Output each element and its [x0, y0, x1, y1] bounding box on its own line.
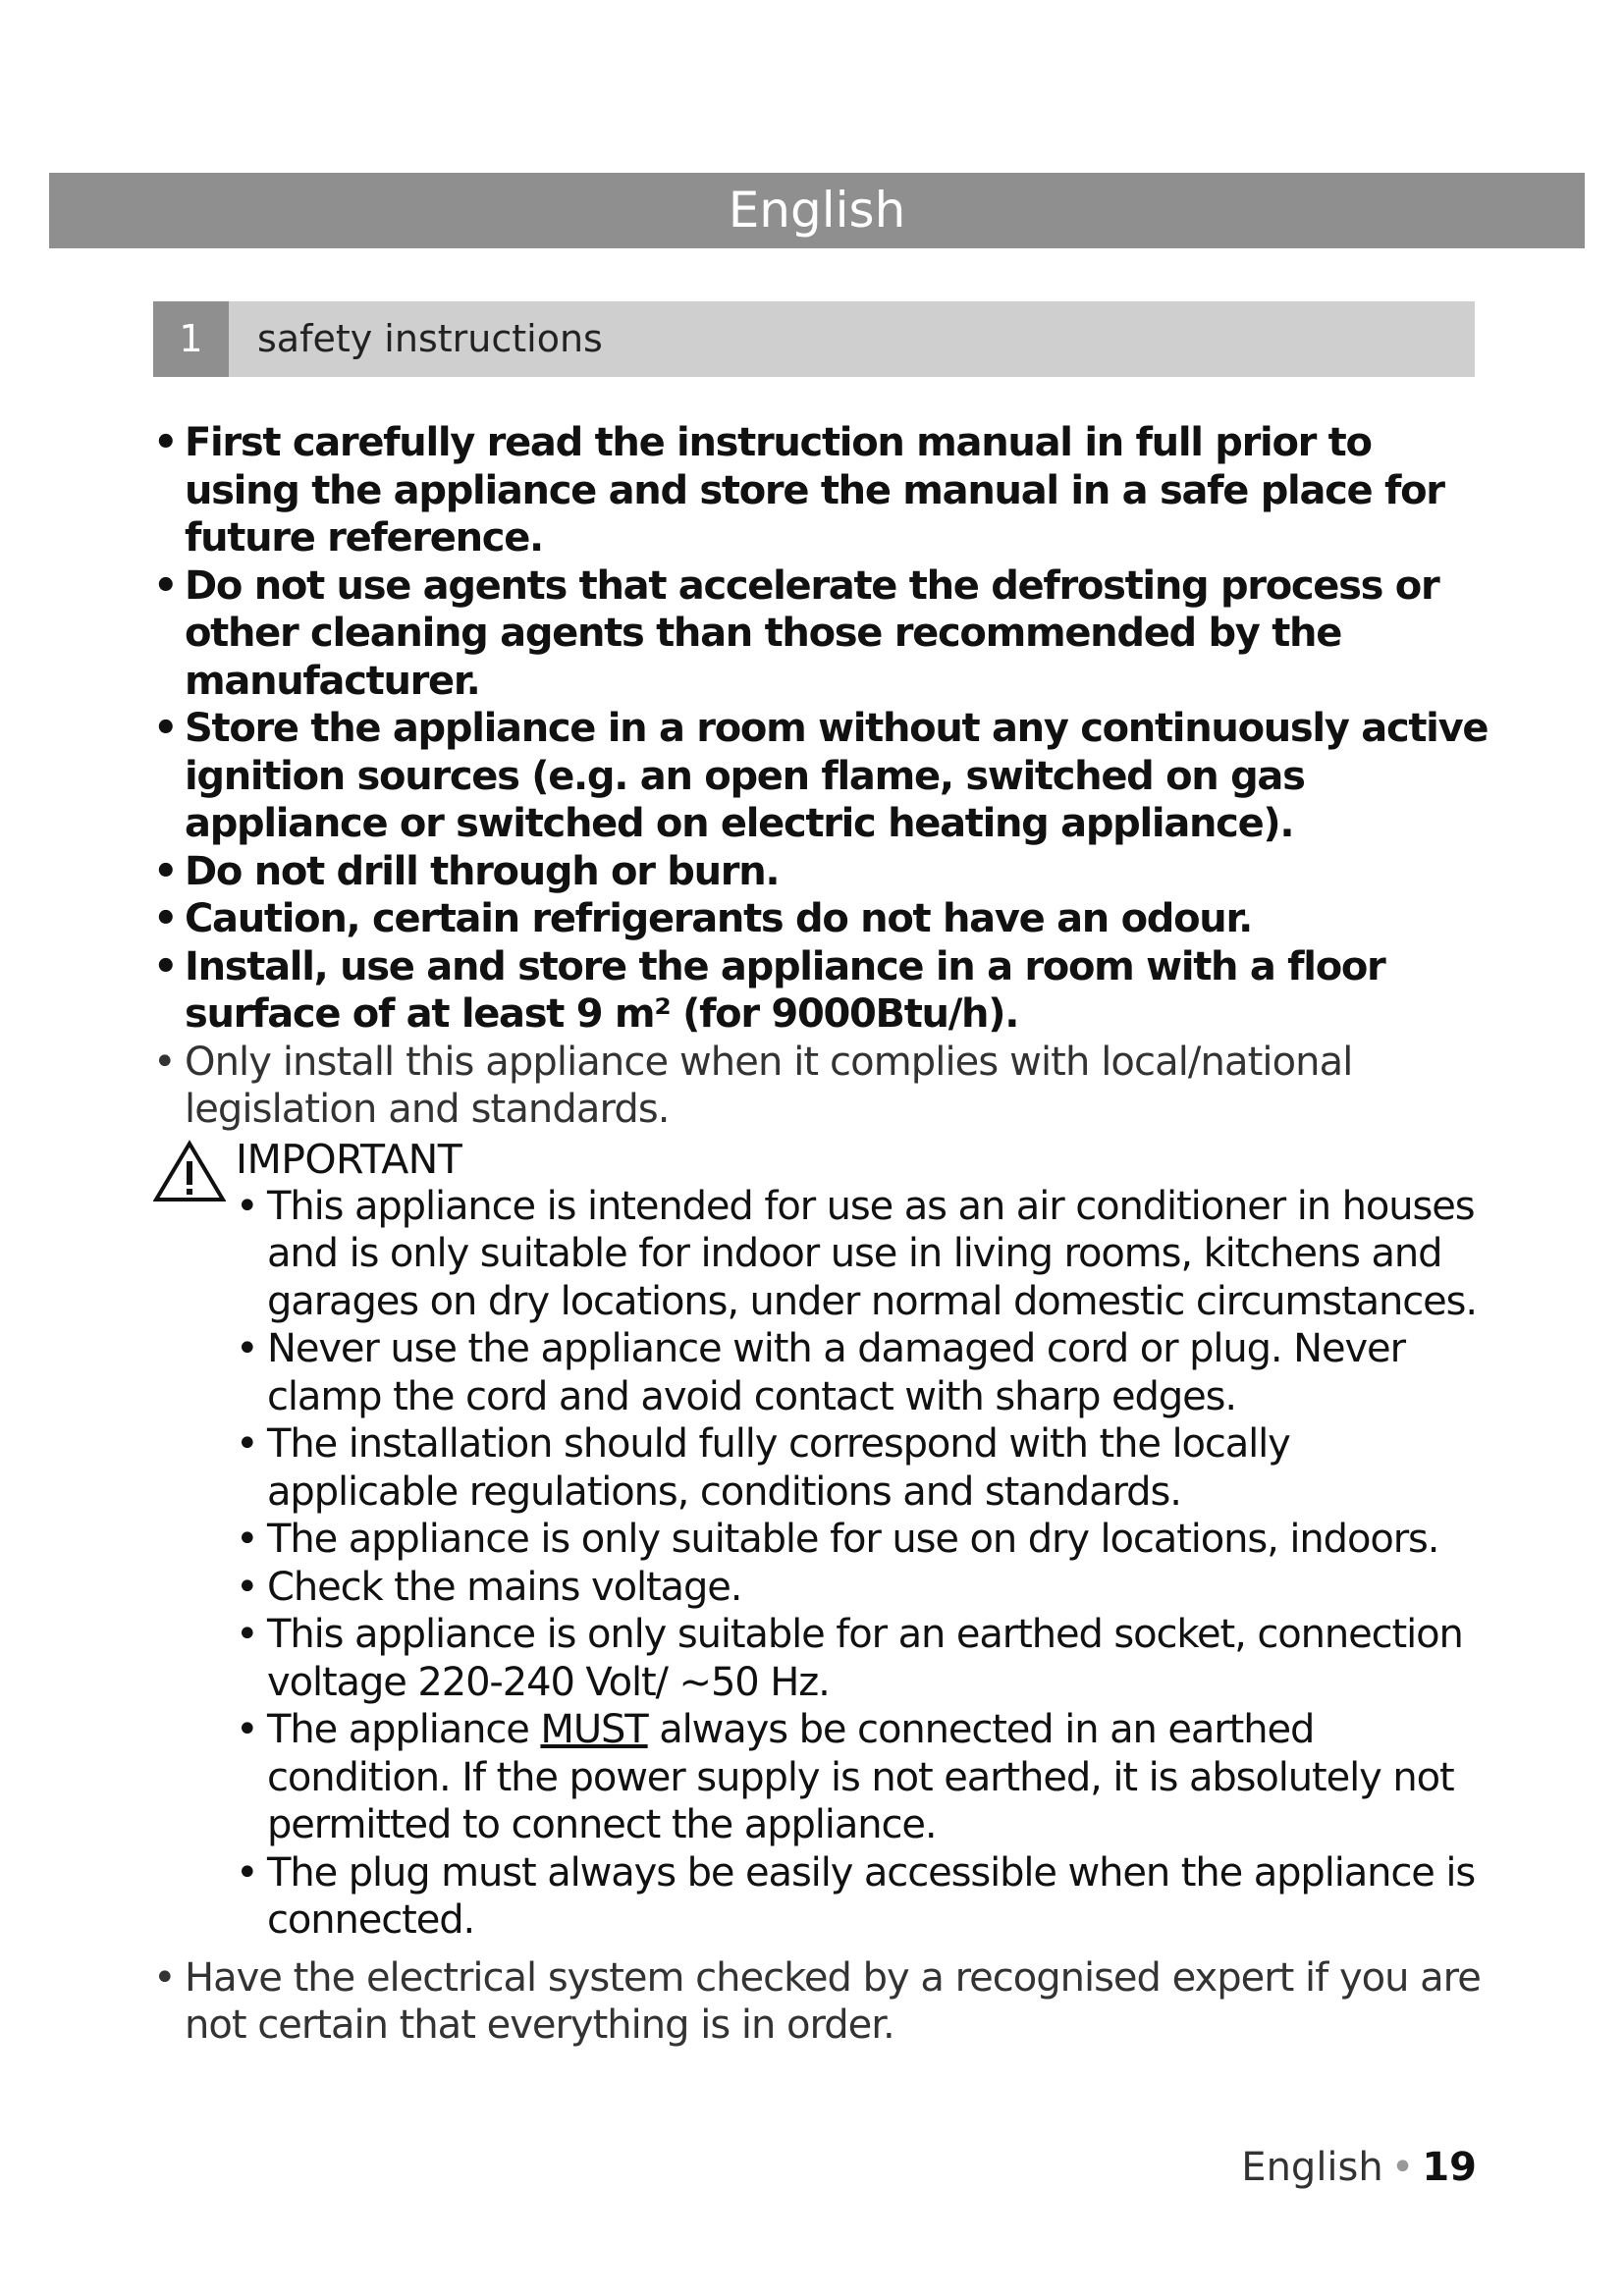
- list-item: • Never use the appliance with a damaged cord or plug. Never clamp the cord and avoid contact with sharp edges.: [236, 1325, 1489, 1420]
- page-footer: [1241, 2144, 1477, 2191]
- list-item: [236, 1706, 1489, 1849]
- list-item: • The installation should fully correspond with the locally applicable regulations, conditions and standards.: [236, 1420, 1489, 1516]
- regular-safety-list: [153, 1039, 1489, 1134]
- must-item-after: always be connected in an earthed condition. If the power supply is not earthed, it is absolutely not permitted to connect the appliance.: [267, 1707, 1454, 1847]
- important-list: [236, 1183, 1489, 1945]
- language-banner: [49, 173, 1585, 248]
- list-item: • First carefully read the instruction manual in full prior to using the appliance and store the manual in a safe place for future reference.: [153, 419, 1489, 562]
- list-item: • The appliance is only suitable for use on dry locations, indoors.: [236, 1516, 1489, 1564]
- list-item: • Do not use agents that accelerate the defrosting process or other cleaning agents than those recommended by the manufacturer.: [153, 562, 1489, 706]
- section-header: [153, 301, 1475, 377]
- safety-content: [153, 419, 1489, 2050]
- footer-language: English: [1241, 2145, 1383, 2190]
- list-item: • This appliance is intended for use as an air conditioner in houses and is only suitable for indoor use in living rooms, kitchens and garages on dry locations, under normal domestic circumstances.: [236, 1183, 1489, 1326]
- list-item: • Store the appliance in a room without any continuously active ignition sources (e.g. an open flame, switched on gas appliance or switched on electric heating appliance).: [153, 705, 1489, 848]
- closing-list: [153, 1954, 1489, 2050]
- page-number: 19: [1422, 2145, 1477, 2190]
- bold-safety-list: [153, 419, 1489, 1039]
- must-emphasis: MUST: [540, 1707, 648, 1752]
- footer-separator: •: [1390, 2145, 1415, 2190]
- important-heading: IMPORTANT: [236, 1135, 462, 1183]
- section-title: safety instructions: [257, 317, 603, 360]
- section-number: 1: [153, 301, 229, 377]
- list-item: • The plug must always be easily accessible when the appliance is connected.: [236, 1849, 1489, 1945]
- list-item: • Check the mains voltage.: [236, 1564, 1489, 1612]
- list-item: • Caution, certain refrigerants do not have an odour.: [153, 895, 1489, 943]
- list-item: • Only install this appliance when it complies with local/national legislation and standards.: [153, 1039, 1489, 1134]
- list-item: • This appliance is only suitable for an earthed socket, connection voltage 220-240 Volt/ ~50 Hz.: [236, 1611, 1489, 1706]
- language-banner-label: English: [728, 182, 906, 239]
- list-item: • Install, use and store the appliance in a room with a floor surface of at least 9 m² (for 9000Btu/h).: [153, 943, 1489, 1039]
- list-item: • Do not drill through or burn.: [153, 848, 1489, 896]
- list-item: • Have the electrical system checked by a recognised expert if you are not certain that everything is in order.: [153, 1954, 1489, 2050]
- must-item-before: The appliance: [267, 1707, 541, 1752]
- warning-triangle-icon: [153, 1140, 226, 1202]
- important-block: [153, 1136, 1489, 1945]
